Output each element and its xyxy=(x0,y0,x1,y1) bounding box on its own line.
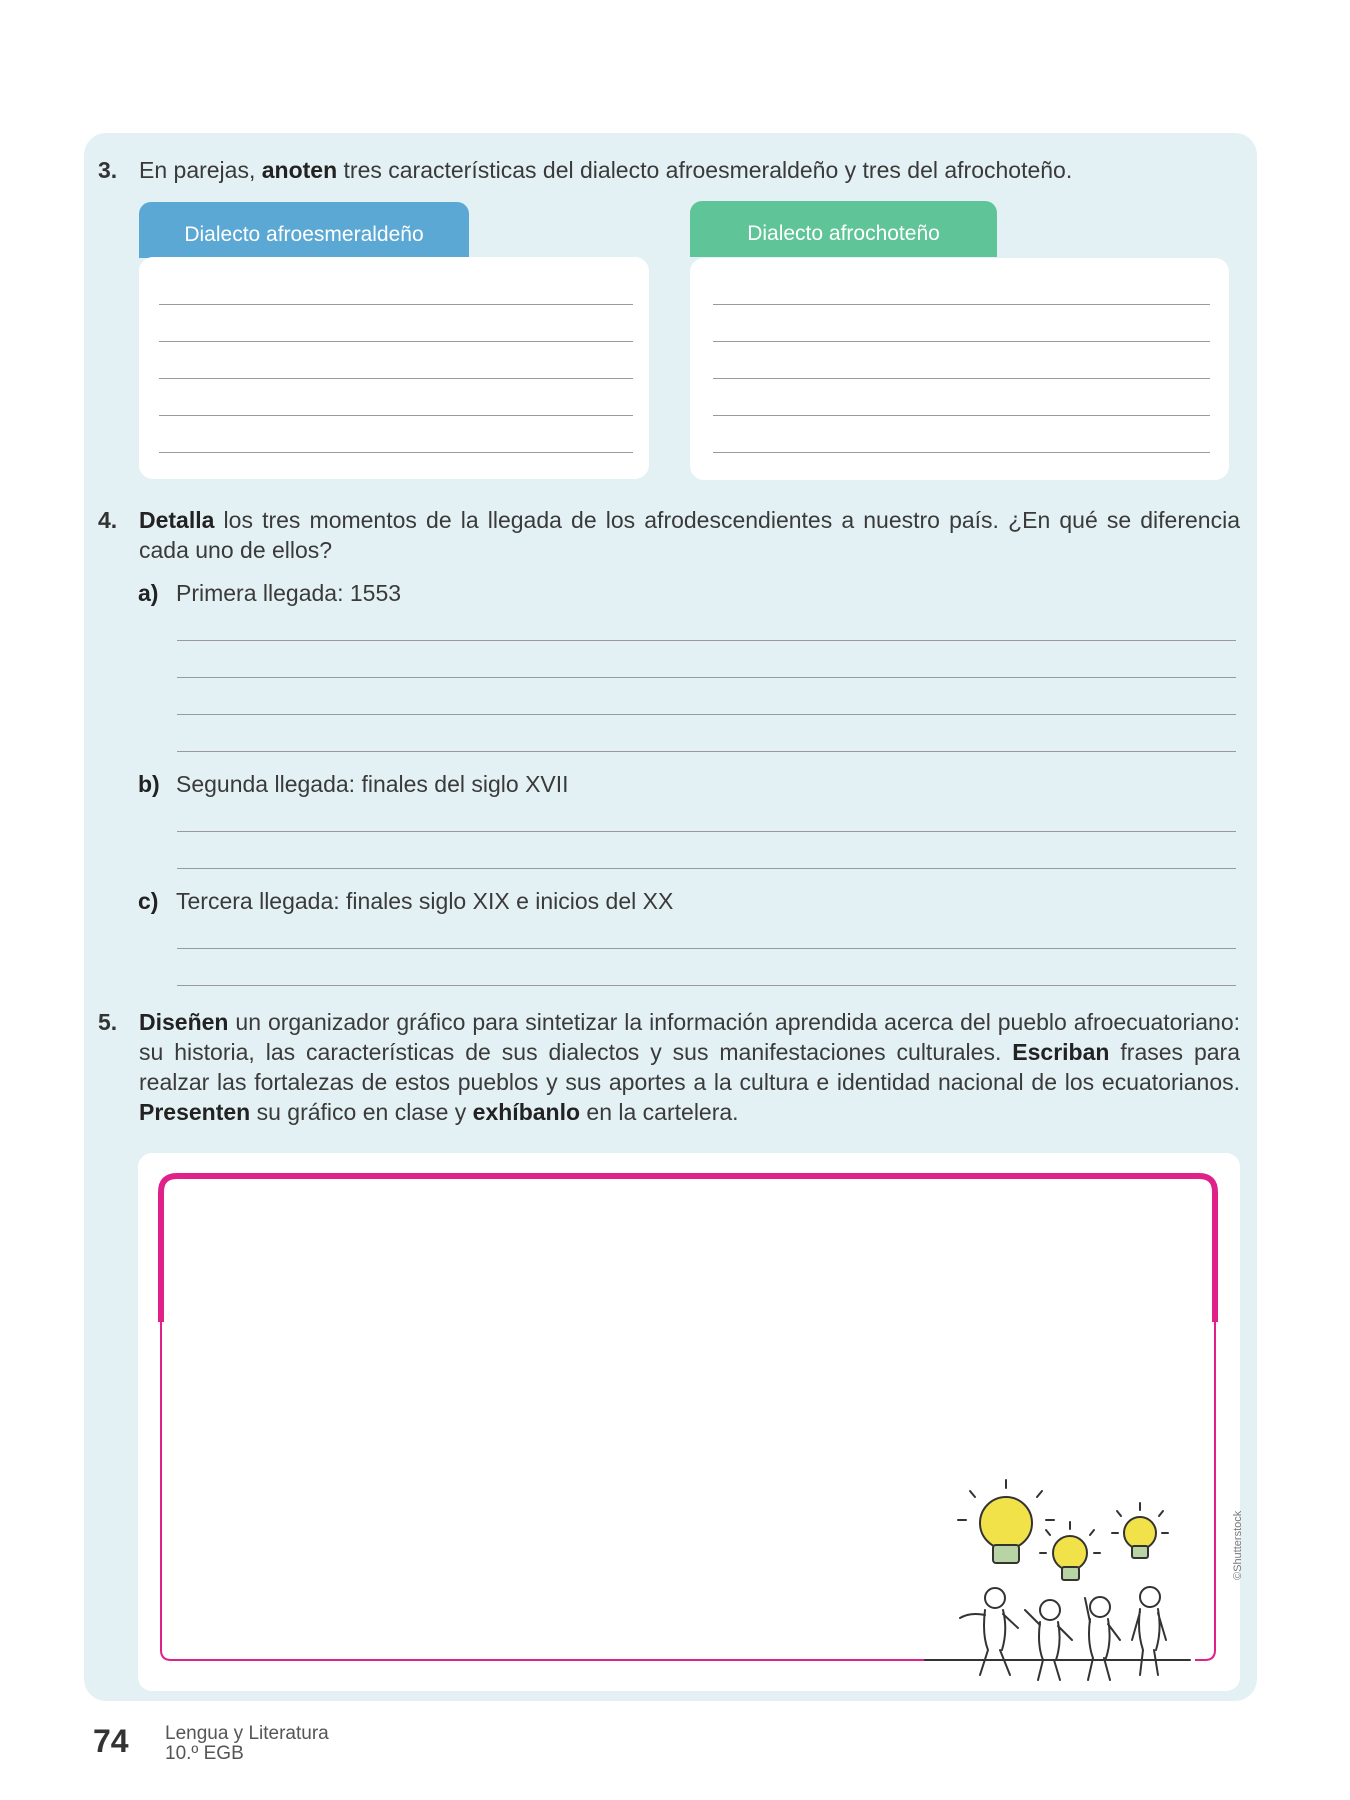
tab-afrochoteno: Dialecto afrochoteño xyxy=(690,201,997,257)
answer-line[interactable] xyxy=(177,831,1236,832)
item-a: a) Primera llegada: 1553 xyxy=(138,580,402,606)
question-3 xyxy=(98,155,1240,187)
answer-line xyxy=(159,341,633,342)
answer-line xyxy=(713,341,1210,342)
question-4 xyxy=(98,505,1240,567)
question-number: 5. xyxy=(98,1009,118,1035)
answer-line[interactable] xyxy=(177,677,1236,678)
answer-box-afroesmeraldeno[interactable] xyxy=(139,257,649,479)
answer-line xyxy=(159,378,633,379)
question-text: Diseñen un organizador gráfico para sintetizar la información aprendida acerca del pueblo afroecuatoriano: su historia, las características de sus dialectos y sus manifestaciones culturales. Escriban frases para realzar las fortalezas de estos pueblos y sus aportes a la cultura e identidad nacional de los ecuatorianos. Presenten su gráfico en clase y exhíbanlo en la cartelera. xyxy=(139,1009,1240,1125)
answer-line xyxy=(713,415,1210,416)
item-b: b) Segunda llegada: finales del siglo XVII xyxy=(138,771,569,797)
answer-box-afrochoteno[interactable] xyxy=(690,258,1229,480)
question-number: 4. xyxy=(98,507,118,533)
tab-afroesmeraldeno: Dialecto afroesmeraldeño xyxy=(139,202,469,258)
image-credit: ©Shutterstock xyxy=(1232,1510,1244,1580)
answer-line[interactable] xyxy=(177,714,1236,715)
answer-line[interactable] xyxy=(177,985,1236,986)
answer-line[interactable] xyxy=(177,640,1236,641)
question-number: 3. xyxy=(98,157,118,183)
item-c: c) Tercera llegada: finales siglo XIX e inicios del XX xyxy=(138,888,674,914)
question-text: Detalla los tres momentos de la llegada de los afrodescendientes a nuestro país. ¿En qué se diferencia cada uno de ellos? xyxy=(139,507,1240,563)
answer-line xyxy=(713,304,1210,305)
answer-line[interactable] xyxy=(177,868,1236,869)
footer-subject: Lengua y Literatura xyxy=(165,1723,329,1744)
answer-line xyxy=(159,304,633,305)
question-text: En parejas, anoten tres características del dialecto afroesmeraldeño y tres del afrochoteño. xyxy=(139,157,1073,183)
answer-line xyxy=(159,415,633,416)
question-5 xyxy=(98,1007,1240,1131)
answer-line xyxy=(713,378,1210,379)
answer-line xyxy=(159,452,633,453)
page-number: 74 xyxy=(93,1723,129,1759)
footer-grade: 10.º EGB xyxy=(165,1743,244,1764)
answer-line[interactable] xyxy=(177,751,1236,752)
answer-line[interactable] xyxy=(177,948,1236,949)
graphic-organizer-area[interactable] xyxy=(138,1153,1240,1691)
answer-line xyxy=(713,452,1210,453)
